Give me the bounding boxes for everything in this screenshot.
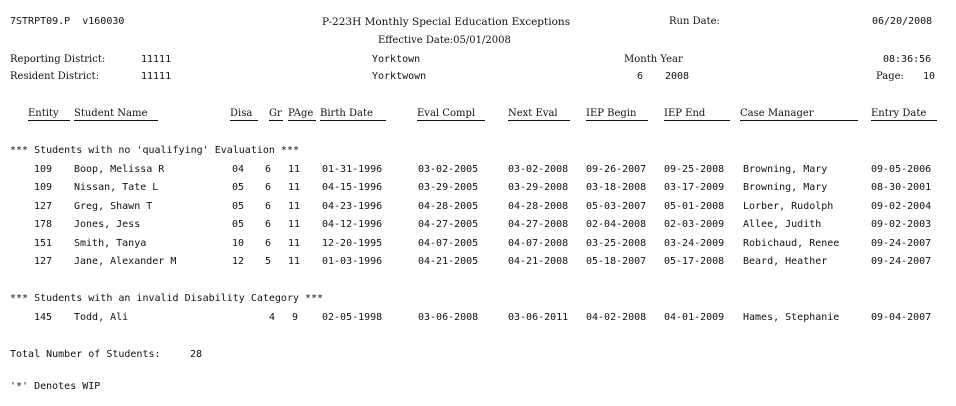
underline-disa (230, 120, 258, 121)
cell-iep-end: 05-17-2008 (664, 256, 725, 267)
cell-next-eval: 04-07-2008 (508, 238, 569, 249)
cell-disa: 05 (232, 219, 245, 230)
cell-iep-begin: 05-03-2007 (586, 201, 647, 212)
cell-next-eval: 04-28-2008 (508, 201, 569, 212)
cell-page: 11 (288, 201, 301, 212)
cell-name: Greg, Shawn T (74, 201, 153, 212)
underline-gr (269, 120, 283, 121)
cell-name: Jane, Alexander M (74, 256, 177, 267)
cell-page: 11 (288, 182, 301, 193)
col-page: PAge (288, 108, 314, 119)
program-id: 7STRPT09.P v160030 (10, 16, 125, 27)
total-students-count: 28 (190, 349, 203, 360)
cell-gr: 6 (265, 164, 272, 175)
cell-iep-end: 09-25-2008 (664, 164, 725, 175)
cell-entity: 178 (34, 219, 53, 230)
cell-name: Jones, Jess (74, 219, 141, 230)
cell-case-manager: Allee, Judith (743, 219, 822, 230)
cell-case-manager: Browning, Mary (743, 164, 828, 175)
reporting-district-name: Yorktown (372, 54, 421, 65)
cell-iep-begin: 09-26-2007 (586, 164, 647, 175)
cell-disa: 12 (232, 256, 245, 267)
cell-iep-end: 03-24-2009 (664, 238, 725, 249)
cell-gr: 4 (269, 312, 276, 323)
section-heading-no-evaluation: *** Students with no 'qualifying' Evaluation *** (10, 145, 299, 156)
col-disa: Disa (230, 108, 253, 119)
col-student-name: Student Name (74, 108, 148, 119)
cell-page: 11 (288, 256, 301, 267)
underline-entry-date (871, 120, 937, 121)
col-iep-begin: IEP Begin (586, 108, 637, 119)
run-date-label: Run Date: (669, 16, 720, 27)
cell-entity: 127 (34, 256, 53, 267)
cell-disa: 05 (232, 201, 245, 212)
page-number: 10 (923, 71, 936, 82)
cell-gr: 6 (265, 238, 272, 249)
cell-name: Boop, Melissa R (74, 164, 165, 175)
cell-case-manager: Robichaud, Renee (743, 238, 840, 249)
cell-next-eval: 03-06-2011 (508, 312, 569, 323)
cell-next-eval: 03-02-2008 (508, 164, 569, 175)
month: 6 (637, 71, 644, 82)
page-label: Page: (876, 71, 904, 82)
cell-case-manager: Lorber, Rudolph (743, 201, 834, 212)
year: 2008 (665, 71, 690, 82)
underline-eval-compl (417, 120, 485, 121)
resident-district-label: Resident District: (10, 71, 100, 82)
cell-case-manager: Hames, Stephanie (743, 312, 840, 323)
cell-eval-compl: 03-06-2008 (418, 312, 479, 323)
cell-entity: 109 (34, 182, 53, 193)
underline-birth-date (320, 120, 386, 121)
col-eval-compl: Eval Compl (417, 108, 476, 119)
col-case-manager: Case Manager (740, 108, 814, 119)
cell-entry-date: 09-05-2006 (871, 164, 932, 175)
cell-entity: 145 (34, 312, 53, 323)
cell-birth-date: 04-15-1996 (322, 182, 383, 193)
cell-entry-date: 09-24-2007 (871, 238, 932, 249)
cell-birth-date: 01-03-1996 (322, 256, 383, 267)
cell-entity: 109 (34, 164, 53, 175)
cell-page: 11 (288, 164, 301, 175)
resident-district-code: 11111 (141, 71, 172, 82)
cell-entry-date: 08-30-2001 (871, 182, 932, 193)
underline-next-eval (508, 120, 570, 121)
cell-next-eval: 04-21-2008 (508, 256, 569, 267)
cell-entity: 151 (34, 238, 53, 249)
cell-entry-date: 09-04-2007 (871, 312, 932, 323)
cell-page: 11 (288, 219, 301, 230)
cell-entry-date: 09-02-2003 (871, 219, 932, 230)
cell-iep-begin: 03-25-2008 (586, 238, 647, 249)
cell-case-manager: Browning, Mary (743, 182, 828, 193)
col-next-eval: Next Eval (508, 108, 558, 119)
cell-disa: 10 (232, 238, 245, 249)
cell-iep-begin: 05-18-2007 (586, 256, 647, 267)
cell-gr: 6 (265, 182, 272, 193)
cell-entry-date: 09-02-2004 (871, 201, 932, 212)
cell-disa: 05 (232, 182, 245, 193)
run-time: 08:36:56 (883, 54, 932, 65)
cell-birth-date: 02-05-1998 (322, 312, 383, 323)
wip-note: '*' Denotes WIP (10, 381, 101, 392)
cell-birth-date: 04-23-1996 (322, 201, 383, 212)
resident-district-name: Yorktwown (372, 71, 427, 82)
cell-gr: 6 (265, 201, 272, 212)
underline-page (288, 120, 316, 121)
cell-name: Todd, Ali (74, 312, 129, 323)
effective-date: Effective Date:05/01/2008 (378, 35, 511, 46)
cell-iep-begin: 04-02-2008 (586, 312, 647, 323)
cell-iep-end: 04-01-2009 (664, 312, 725, 323)
col-birth-date: Birth Date (320, 108, 373, 119)
col-gr: Gr (269, 108, 282, 119)
cell-page: 9 (292, 312, 299, 323)
cell-next-eval: 04-27-2008 (508, 219, 569, 230)
cell-entity: 127 (34, 201, 53, 212)
month-year-label: Month Year (624, 54, 683, 65)
reporting-district-label: Reporting District: (10, 54, 106, 65)
cell-next-eval: 03-29-2008 (508, 182, 569, 193)
cell-iep-begin: 03-18-2008 (586, 182, 647, 193)
reporting-district-code: 11111 (141, 54, 172, 65)
cell-page: 11 (288, 238, 301, 249)
cell-eval-compl: 04-27-2005 (418, 219, 479, 230)
cell-iep-end: 03-17-2009 (664, 182, 725, 193)
cell-eval-compl: 04-21-2005 (418, 256, 479, 267)
cell-case-manager: Beard, Heather (743, 256, 828, 267)
cell-iep-end: 05-01-2008 (664, 201, 725, 212)
run-date: 06/20/2008 (872, 16, 933, 27)
cell-birth-date: 04-12-1996 (322, 219, 383, 230)
cell-name: Smith, Tanya (74, 238, 147, 249)
col-entry-date: Entry Date (871, 108, 927, 119)
cell-eval-compl: 03-29-2005 (418, 182, 479, 193)
total-students-label: Total Number of Students: (10, 349, 161, 360)
cell-iep-begin: 02-04-2008 (586, 219, 647, 230)
cell-iep-end: 02-03-2009 (664, 219, 725, 230)
underline-case-manager (740, 120, 858, 121)
col-entity: Entity (28, 108, 59, 119)
underline-iep-end (664, 120, 730, 121)
section-heading-invalid-disability: *** Students with an invalid Disability Category *** (10, 293, 324, 304)
cell-birth-date: 01-31-1996 (322, 164, 383, 175)
cell-eval-compl: 03-02-2005 (418, 164, 479, 175)
underline-entity (28, 120, 70, 121)
cell-entry-date: 09-24-2007 (871, 256, 932, 267)
cell-birth-date: 12-20-1995 (322, 238, 383, 249)
cell-eval-compl: 04-28-2005 (418, 201, 479, 212)
underline-iep-begin (586, 120, 648, 121)
cell-name: Nissan, Tate L (74, 182, 159, 193)
col-iep-end: IEP End (664, 108, 706, 119)
underline-student-name (74, 120, 158, 121)
cell-disa: 04 (232, 164, 245, 175)
report-title: P-223H Monthly Special Education Exceptions (322, 16, 571, 28)
cell-eval-compl: 04-07-2005 (418, 238, 479, 249)
cell-gr: 5 (265, 256, 272, 267)
cell-gr: 6 (265, 219, 272, 230)
